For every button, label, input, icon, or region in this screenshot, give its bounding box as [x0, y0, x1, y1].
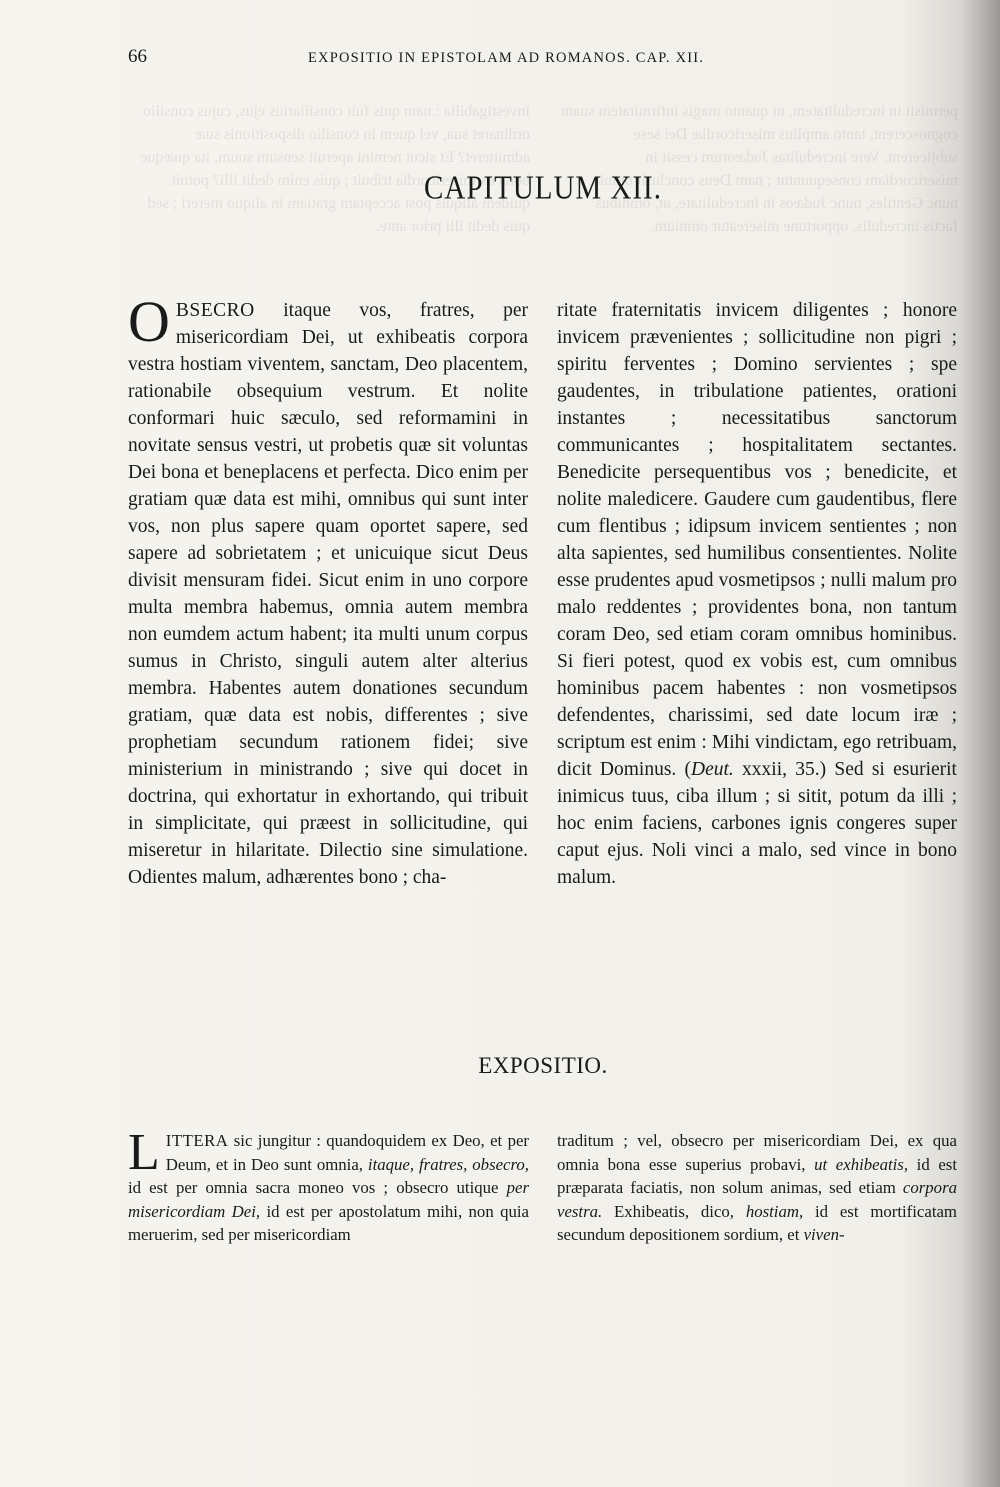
commentary-quote: hostiam, [745, 1201, 804, 1221]
scripture-reference: xxxii, 35.) [733, 759, 827, 780]
commentary-text: sic jungitur : quandoquidem ex Deo, et per Deum, et in Deo sunt omnia, [165, 1131, 529, 1174]
lead-word: ITTERA [165, 1131, 229, 1150]
scripture-text: Sed si esurierit inimicus tuus, ciba illum ; si sitit, potum da illi ; hoc enim faciens, carbones ignis congeres super caput ejus. Noli vinci a malo, sed vince in bono malum. [557, 759, 957, 888]
scripture-text: ritate fraternitatis invicem diligentes ; honore invicem prævenientes ; sollicitudine non pigri ; spiritu ferventes ; Domino servientes ; spe gaudentes, in tribulatione patientes, orationi instantes ; necessitatibus sanctorum communicantes ; hospitalitatem sectantes. Benedicite persequentibus vos ; benedicite, et nolite maledicere. Gaudere cum gaudentibus, flere cum flentibus ; idipsum invicem sentientes ; non alta sapientes, sed humilibus consentientes. Nolite esse prudentes apud vosmetipsos ; nulli malum pro malo reddentes ; providentes bona, non tantum coram Deo, sed etiam coram omnibus hominibus. Si fieri potest, quod ex vobis est, cum omnibus hominibus pacem habentes : non vosmetipsos defendentes, charissimi, sed date locum iræ ; scriptum est enim : Mihi vindictam, ego retribuam, dicit Dominus. ( [557, 300, 957, 780]
commentary-quote: itaque, fratres, obsecro, [367, 1154, 529, 1174]
lead-word: BSECRO [175, 300, 255, 321]
commentary-quote: viven- [803, 1225, 845, 1244]
chapter-title: CAPITULUM XII. [424, 169, 662, 207]
bleed-through-text-left: investigabilia : nam quis fuit consiliarius ejus, cujus consilio ordinaret sua, vel quem in consilio dispositionis suæ admitteret? Et sicut nemini aperuit sensum suum, ita quæque bona ex misericordia tribuit ; quis enim dedit illi? potuit quidem aliquis post acceptam gratiam in aliquo mereri ; sed quis dedit illi prior ante. [140, 103, 530, 235]
scripture-text: itaque vos, fratres, per misericordiam Dei, ut exhibeatis corpora vestra hostiam viventem, sanctam, Deo placentem, rationabile obsequium vestrum. Et nolite conformari huic sæculo, sed reformamini in novitate sensus vestri, ut probetis quæ sit voluntas Dei bona et beneplacens et perfecta. Dico enim per gratiam quæ data est mihi, omnibus qui sunt inter vos, non plus sapere quam oportet sapere, sed sapere ad sobrietatem ; et unicuique sicut Deus divisit mensuram fidei. Sicut enim in uno corpore multa membra habemus, omnia autem membra non eumdem actum habent; ita multi unum corpus sumus in Christo, singuli autem alter alterius membra. Habentes autem donationes secundum gratiam, quæ data est nobis, differentes ; sive prophetiam secundum rationem fidei; sive ministerium in ministrando ; sive qui docet in doctrina, qui exhortatur in exhortando, qui tribuit in simplicitate, qui præest in sollicitudine, qui miseretur in hilaritate. Dilectio sine simulatione. Odientes malum, adhærentes bono ; cha- [128, 300, 528, 888]
commentary-column-left [128, 1124, 529, 1247]
commentary-text: id est mortificatam secundum depositionem sordium, et [557, 1201, 957, 1244]
scripture-column-left [128, 289, 528, 891]
running-title: EXPOSITIO IN EPISTOLAM AD ROMANOS. CAP. XII. [308, 50, 705, 66]
bleed-through-text-right: permisit in incredulitatem, ut quanto magis infirmitatem suam cognoscerent, tanto amplius misericordiæ Dei sese subjicerent. Vere incredulitas Judæorum cessit in misericordiam consequuntur ; nam Deus conclusit omnia, nunc Gentiles, nunc Judæos in incredulitate, ut, omnibus factis incredulis, opportune misereatur omnium. [560, 103, 958, 235]
scripture-column-right [557, 297, 957, 891]
commentary-text: traditum ; vel, obsecro per misericordiam Dei, ex qua omnia bona esse superius probavi, [557, 1131, 957, 1174]
page-number: 66 [128, 46, 147, 67]
drop-cap-l: L [128, 1124, 160, 1181]
commentary-text: id est per apostolatum mihi, non quia meruerim, sed per misericordiam [128, 1201, 529, 1244]
commentary-column-right [557, 1129, 957, 1247]
running-head [128, 46, 958, 72]
commentary-quote: ut exhibeatis, [814, 1154, 909, 1174]
commentary-text: id est per omnia sacra moneo vos ; obsecro utique [128, 1178, 507, 1197]
section-title: EXPOSITIO. [478, 1053, 608, 1078]
drop-cap-o: O [128, 289, 170, 354]
commentary-text: Exhibeatis, dico, [602, 1201, 746, 1221]
commentary-text: id est præparata faciatis, non solum animas, sed etiam [557, 1154, 957, 1197]
scripture-reference-book: Deut. [691, 759, 734, 780]
commentary-quote: corpora vestra. [557, 1178, 957, 1221]
commentary-quote: per misericordiam Dei, [128, 1178, 529, 1221]
